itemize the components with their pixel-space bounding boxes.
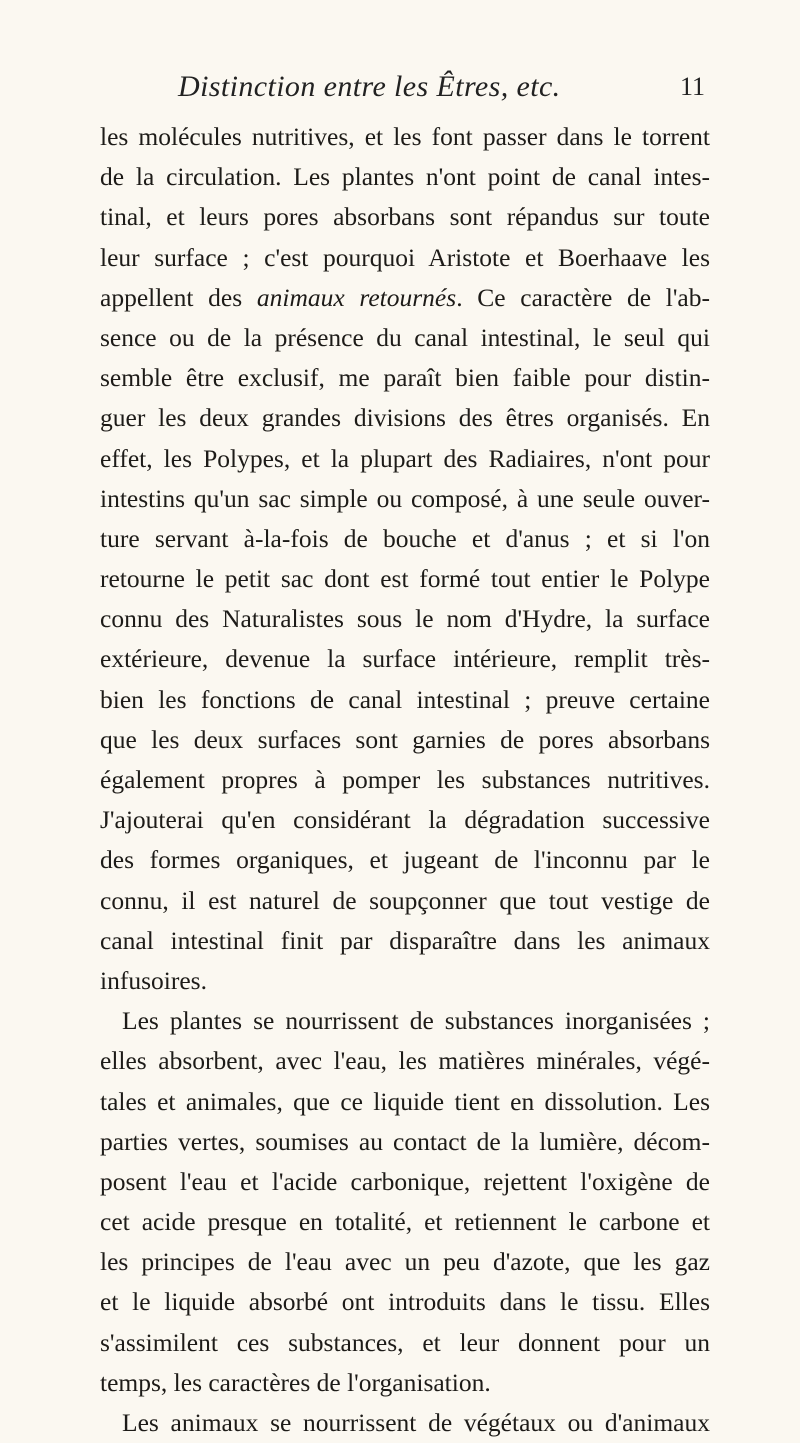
text-line: des formes organiques, et jugeant de l'inconnu par le [100,845,710,875]
text-line: tales et animales, que ce liquide tient en dissolution. Les [100,1086,710,1116]
text-line: les molécules nutritives, et les font passer dans le torrent [100,122,710,151]
text-line: connu, il est naturel de soupçonner que tout vestige de [100,885,710,915]
text-line: sence ou de la présence du canal intestinal, le seul qui [100,322,710,352]
running-title: Distinction entre les Êtres, etc. [178,70,561,103]
text-line: guer les deux grandes divisions des êtres organisés. En [100,403,710,433]
page-header [100,70,705,112]
text-line: et le liquide absorbé ont introduits dans le tissu. Elles [100,1287,710,1317]
text-line: tinal, et leurs pores absorbans sont répandus sur toute [100,202,710,232]
text-line: bien les fonctions de canal intestinal ; preuve certaine [100,684,710,714]
text-line: extérieure, devenue la surface intérieure, remplit très- [100,644,710,674]
text-line: s'assimilent ces substances, et leur donnent pour un [100,1327,710,1357]
text-line: ture servant à-la-fois de bouche et d'anus ; et si l'on [100,523,710,553]
text-line: temps, les caractères de l'organisation. [100,1367,491,1397]
text-line: elles absorbent, avec l'eau, les matières minérales, végé- [100,1046,710,1076]
text-line: connu des Naturalistes sous le nom d'Hydre, la surface [100,604,710,634]
text-line: que les deux surfaces sont garnies de pores absorbans [100,724,710,754]
text-line: semble être exclusif, me paraît bien faible pour distin- [100,363,710,393]
text-line: appellent des animaux retournés. Ce caractère de l'ab- [100,282,710,312]
text-line: parties vertes, soumises au contact de la lumière, décom- [100,1126,710,1156]
text-line: de la circulation. Les plantes n'ont point de canal intes- [100,162,710,192]
text-line: également propres à pomper les substances nutritives. [100,765,710,794]
text-line: canal intestinal finit par disparaître dans les animaux [100,925,710,955]
text-line: posent l'eau et l'acide carbonique, rejettent l'oxigène de [100,1166,710,1196]
body-text [100,117,710,1443]
italic-phrase: animaux retournés [256,282,457,312]
text-line: retourne le petit sac dont est formé tout entier le Polype [100,564,710,594]
text-line: les principes de l'eau avec un peu d'azote, que les gaz [100,1247,710,1277]
text-line: J'ajouterai qu'en considérant la dégradation successive [100,805,710,835]
page-number: 11 [679,72,705,101]
text-line: infusoires. [100,965,207,995]
text-line: cet acide presque en totalité, et retiennent le carbone et [100,1207,710,1237]
text-line: Les animaux se nourrissent de végétaux ou d'animaux [122,1408,710,1437]
text-line: leur surface ; c'est pourquoi Aristote et Boerhaave les [100,242,710,272]
text-line: intestins qu'un sac simple ou composé, à une seule ouver- [100,483,710,513]
text-line: effet, les Polypes, et la plupart des Radiaires, n'ont pour [100,443,710,473]
text-line: Les plantes se nourrissent de substances inorganisées ; [122,1006,710,1036]
